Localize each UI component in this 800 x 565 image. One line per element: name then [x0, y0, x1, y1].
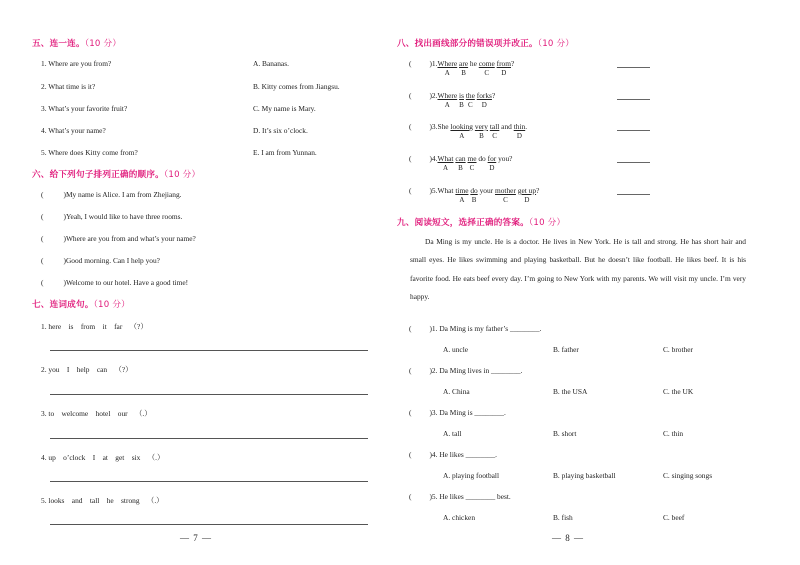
option-label: B	[461, 69, 466, 77]
answer-paren: (	[409, 154, 412, 163]
underlined-part: thin	[513, 122, 526, 131]
underlined-part: is	[459, 91, 464, 100]
option-label: A	[459, 132, 465, 140]
answer-option[interactable]: A. China	[443, 387, 470, 396]
underlined-part: from	[496, 59, 511, 68]
order-item[interactable]: ( )Welcome to our hotel. Have a good time!	[41, 278, 189, 287]
option-label: B	[458, 164, 463, 172]
question-text: )3. Da Ming is ________.	[429, 408, 506, 417]
page-number-left: — 7 —	[180, 533, 212, 543]
option-label: A	[442, 164, 449, 172]
option-label: A	[444, 69, 450, 77]
answer-paren: (	[409, 492, 412, 501]
answer-option[interactable]: C. brother	[663, 345, 693, 354]
match-right-item: C. My name is Mary.	[253, 104, 316, 113]
underlined-part: time	[455, 186, 469, 195]
underlined-part: Where	[437, 91, 458, 100]
underlined-part: for	[487, 154, 497, 163]
answer-paren: (	[409, 59, 412, 68]
page-number-right: — 8 —	[552, 533, 584, 543]
match-left-item: 4. What’s your name?	[41, 126, 106, 135]
match-right-item: A. Bananas.	[253, 59, 289, 68]
section-6-title: 六、给下列句子排列正确的顺序。（10 分）	[32, 170, 201, 180]
answer-line[interactable]	[50, 438, 368, 439]
option-label: B	[459, 101, 464, 109]
answer-option[interactable]: C. singing songs	[663, 471, 713, 480]
reading-question[interactable]	[409, 366, 522, 375]
underlined-part: very	[474, 122, 489, 131]
order-item[interactable]: ( )Good morning. Can I help you?	[41, 256, 160, 265]
option-label: A	[459, 196, 465, 204]
error-sentence: What time A $\frac{do}{B}$ your mother C get up D ?	[437, 186, 540, 204]
answer-option[interactable]: B. fish	[553, 513, 573, 522]
option-label: C	[503, 196, 508, 204]
error-item[interactable]	[409, 122, 528, 140]
answer-option[interactable]: B. short	[553, 429, 577, 438]
answer-option[interactable]: C. the UK	[663, 387, 694, 396]
underlined-part: come	[478, 59, 495, 68]
error-sentence: She looking A very B tall C and thin D .	[437, 122, 528, 140]
answer-paren: (	[409, 91, 412, 100]
word-order-item: 3. to welcome hotel our （.）	[41, 409, 152, 418]
word-order-item: 5. looks and tall he strong （.）	[41, 496, 164, 505]
section-5-title: 五、连一连。（10 分）	[32, 39, 122, 49]
error-item[interactable]	[409, 154, 513, 172]
underlined-part: are	[459, 59, 469, 68]
option-label: A	[444, 101, 450, 109]
word-order-item: 2. you I help can （?）	[41, 365, 133, 374]
item-number: )1.	[429, 59, 438, 68]
underlined-part: get up	[517, 186, 537, 195]
reading-question[interactable]	[409, 408, 506, 417]
answer-line[interactable]	[50, 394, 368, 395]
underlined-part: the	[465, 91, 475, 100]
order-item[interactable]: ( )Where are you from and what’s your name?	[41, 234, 196, 243]
answer-paren: (	[409, 122, 412, 131]
underlined-part: Where	[437, 59, 458, 68]
correction-line[interactable]	[617, 162, 650, 163]
error-sentence: What A can B $\frac{me}{C}$ do for D you?	[437, 154, 513, 172]
answer-option[interactable]: B. playing basketball	[553, 471, 616, 480]
reading-question[interactable]	[409, 324, 541, 333]
section-7-title: 七、连词成句。（10 分）	[32, 300, 130, 310]
answer-line[interactable]	[50, 524, 368, 525]
option-label: D	[489, 164, 495, 172]
correction-line[interactable]	[617, 194, 650, 195]
option-label: C	[492, 132, 497, 140]
item-number: )2.	[429, 91, 438, 100]
item-number: )4.	[429, 154, 438, 163]
match-left-item: 1. Where are you from?	[41, 59, 112, 68]
option-label: B	[479, 132, 484, 140]
option-label: D	[501, 69, 507, 77]
item-number: )5.	[429, 186, 438, 195]
answer-paren: (	[409, 450, 412, 459]
question-text: )1. Da Ming is my father’s ________.	[429, 324, 542, 333]
word-order-item: 4. up o’clock I at get six （.）	[41, 453, 165, 462]
match-left-item: 3. What’s your favorite fruit?	[41, 104, 128, 113]
word-order-item: 1. here is from it far （?）	[41, 322, 148, 331]
option-label: C	[469, 164, 475, 172]
underlined-part: do	[470, 186, 478, 195]
correction-line[interactable]	[617, 99, 650, 100]
correction-line[interactable]	[617, 67, 650, 68]
answer-option[interactable]: C. beef	[663, 513, 685, 522]
option-label: C	[484, 69, 490, 77]
underlined-part: me	[467, 154, 477, 163]
question-text: )4. He likes ________.	[429, 450, 498, 459]
option-label: D	[516, 132, 522, 140]
underlined-part: tall	[489, 122, 500, 131]
error-sentence: Where A $\frac{is}{B}$ the C forks D ?	[437, 91, 496, 109]
section-8-title: 八、找出画线部分的错误项并改正。（10 分）	[397, 39, 575, 49]
reading-passage: Da Ming is my uncle. He is a doctor. He lives in New York. He is tall and strong. He has short hair and small eyes. He likes swimming and playing basketball. But he doesn’t like football. He likes beef. It is his favorite food. He eats beef every day. I’m going to New York with my parents. We will visit my uncle. I’m very happy.	[410, 237, 746, 302]
answer-option[interactable]: A. uncle	[443, 345, 469, 354]
reading-question[interactable]	[409, 492, 511, 501]
match-right-item: B. Kitty comes from Jiangsu.	[253, 82, 340, 91]
error-item[interactable]	[409, 91, 496, 109]
answer-option[interactable]: B. father	[553, 345, 579, 354]
reading-question[interactable]	[409, 450, 497, 459]
answer-paren: (	[409, 366, 412, 375]
order-item[interactable]: ( )My name is Alice. I am from Zhejiang.	[41, 190, 182, 199]
item-number: )3.	[429, 122, 438, 131]
match-right-item: D. It’s six o’clock.	[253, 126, 308, 135]
option-label: C	[468, 101, 473, 109]
question-text: )5. He likes ________ best.	[429, 492, 511, 501]
answer-option[interactable]: A. playing football	[443, 471, 500, 480]
match-left-item: 2. What time is it?	[41, 82, 96, 91]
error-item[interactable]	[409, 186, 540, 204]
answer-line[interactable]	[50, 481, 368, 482]
match-right-item: E. I am from Yunnan.	[253, 148, 317, 157]
answer-option[interactable]: A. tall	[443, 429, 462, 438]
error-item[interactable]	[409, 59, 515, 77]
underlined-part: What	[437, 154, 454, 163]
underlined-part: looking	[450, 122, 474, 131]
question-text: )2. Da Ming lives in ________.	[429, 366, 523, 375]
answer-option[interactable]: C. thin	[663, 429, 684, 438]
answer-line[interactable]	[50, 350, 368, 351]
error-sentence: Where A are B he come C from D ?	[437, 59, 515, 77]
order-item[interactable]: ( )Yeah, I would like to have three rooms.	[41, 212, 183, 221]
option-label: D	[481, 101, 487, 109]
option-label: D	[524, 196, 530, 204]
match-left-item: 5. Where does Kitty come from?	[41, 148, 138, 157]
answer-option[interactable]: A. chicken	[443, 513, 476, 522]
section-9-title: 九、阅读短文，选择正确的答案。（10 分）	[397, 218, 566, 228]
answer-option[interactable]: B. the USA	[553, 387, 588, 396]
answer-paren: (	[409, 186, 412, 195]
correction-line[interactable]	[617, 130, 650, 131]
option-label: B	[471, 196, 477, 204]
underlined-part: forks	[476, 91, 492, 100]
answer-paren: (	[409, 324, 412, 333]
answer-paren: (	[409, 408, 412, 417]
underlined-part: mother	[494, 186, 516, 195]
underlined-part: can	[455, 154, 466, 163]
